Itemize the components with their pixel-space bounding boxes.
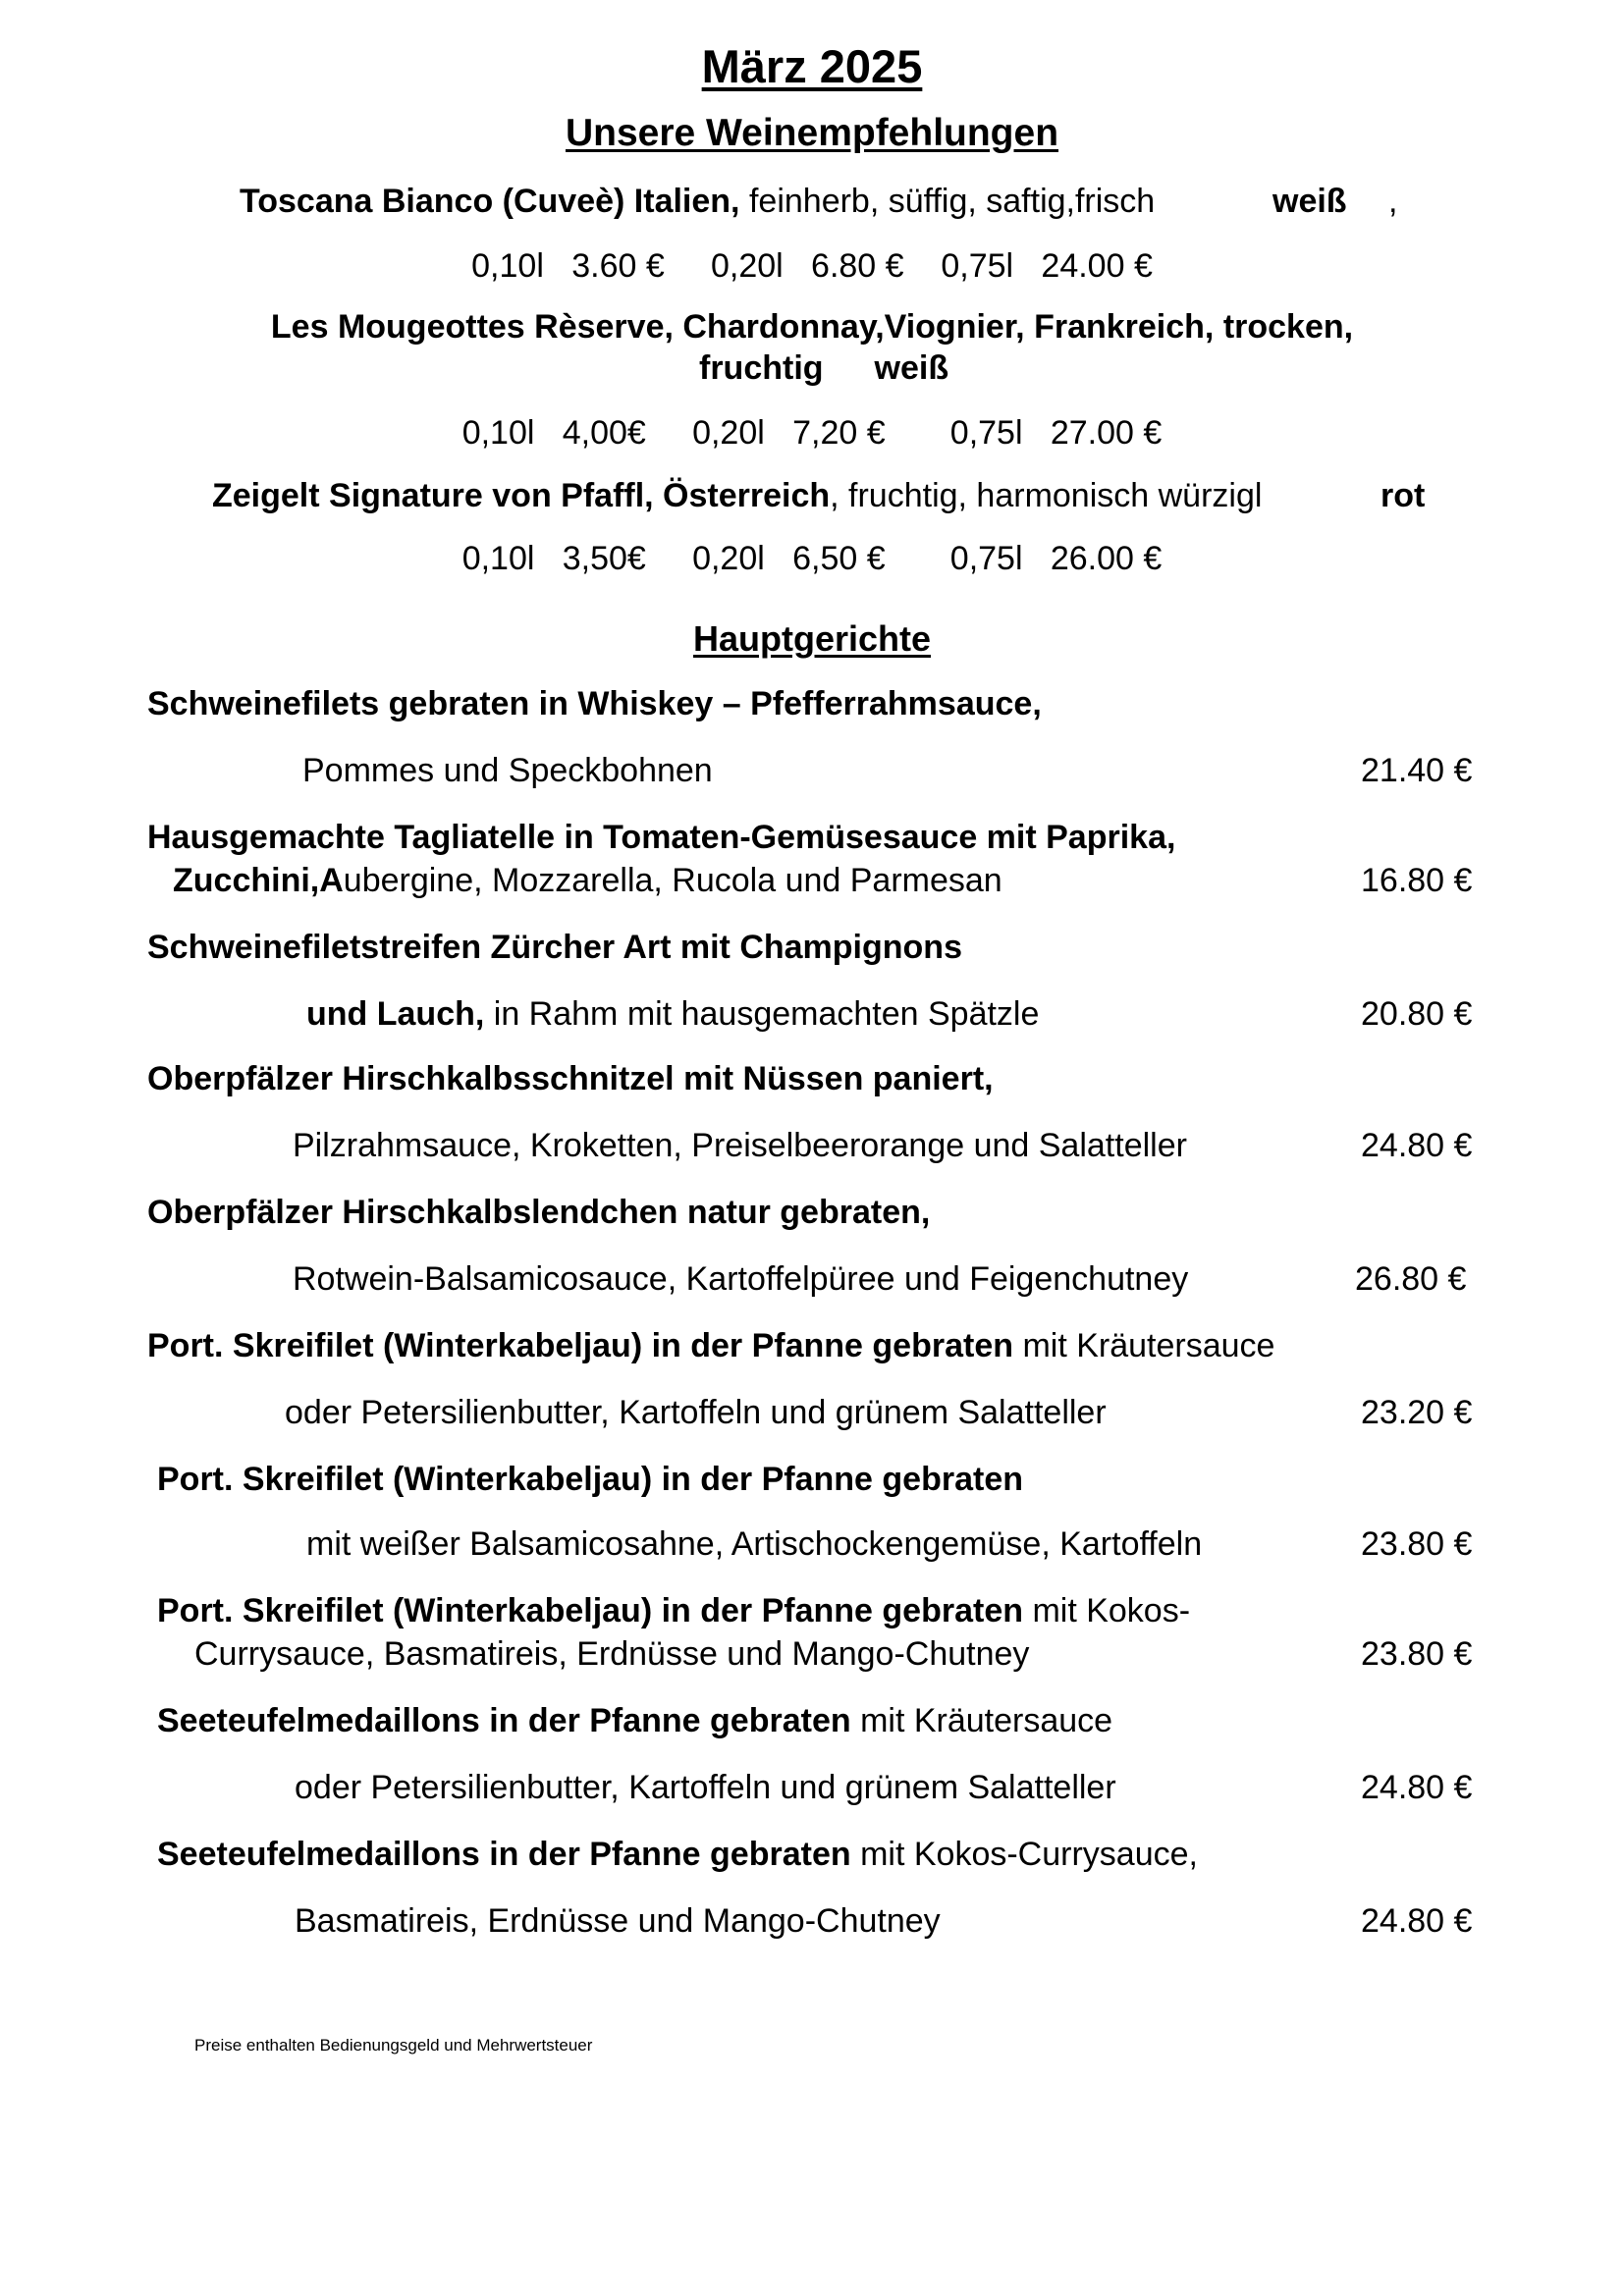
wine-1-description: feinherb, süffig, saftig,frisch [739,183,1156,220]
wine-2-line2 [699,349,948,388]
dish-6-description-a: mit Kräutersauce [1013,1327,1275,1364]
dish-6-line1 [147,1327,1274,1365]
dish-8-line1 [157,1592,1190,1630]
dish-2-title-cont: Zucchini,A [173,862,344,899]
wine-2-name: Les Mougeottes Rèserve, Chardonnay,Viognier, Frankreich, trocken, [270,308,1354,346]
dish-8-price: 23.80 € [1361,1635,1473,1673]
dish-8-description: Currysauce, Basmatireis, Erdnüsse und Mango-Chutney [194,1635,1030,1673]
dish-5-title: Oberpfälzer Hirschkalbslendchen natur gebraten, [147,1194,931,1231]
dish-8-description-a: mit Kokos- [1023,1592,1191,1629]
dish-2-description: ubergine, Mozzarella, Rucola und Parmesan [343,862,1002,899]
dish-4-description: Pilzrahmsauce, Kroketten, Preiselbeerorange und Salatteller [293,1127,1187,1164]
dish-9-description: oder Petersilienbutter, Kartoffeln und grünem Salatteller [295,1769,1116,1806]
dish-10-price: 24.80 € [1361,1902,1473,1940]
dish-3-line2 [306,995,1039,1034]
dish-1-description: Pommes und Speckbohnen [302,752,713,789]
wine-3-line [212,477,1262,515]
wine-3-color: rot [1380,477,1426,514]
price-footnote: Preise enthalten Bedienungsgeld und Mehrwertsteuer [194,2036,593,2055]
dish-5-price: 26.80 € [1355,1260,1467,1298]
wine-1-name: Toscana Bianco (Cuveè) Italien, [240,183,740,220]
wine-1-prices: 0,10l 3.60 € 0,20l 6.80 € 0,75l 24.00 € [471,247,1153,285]
dish-2-price: 16.80 € [1361,862,1473,899]
wine-2-prices: 0,10l 4,00€ 0,20l 7,20 € 0,75l 27.00 € [461,414,1163,452]
page-title: März 2025 [701,40,923,92]
wine-1-line [240,183,1155,221]
dish-10-title: Seeteufelmedaillons in der Pfanne gebraten [157,1836,851,1873]
wine-3-prices: 0,10l 3,50€ 0,20l 6,50 € 0,75l 26.00 € [461,540,1163,577]
dish-4-price: 24.80 € [1361,1127,1473,1164]
dish-3-price: 20.80 € [1361,995,1473,1033]
dish-10-line1 [157,1836,1198,1874]
dish-9-title: Seeteufelmedaillons in der Pfanne gebraten [157,1702,851,1739]
wine-3-description: , fruchtig, harmonisch würzigl [830,477,1263,514]
dish-2-title: Hausgemachte Tagliatelle in Tomaten-Gemüsesauce mit Paprika, [147,819,1176,856]
dish-7-description: mit weißer Balsamicosahne, Artischockengemüse, Kartoffeln [306,1525,1203,1563]
dish-7-title: Port. Skreifilet (Winterkabeljau) in der Pfanne gebraten [157,1461,1023,1498]
dish-1-price: 21.40 € [1361,752,1473,789]
dish-9-line1 [157,1702,1112,1740]
dish-4-title: Oberpfälzer Hirschkalbsschnitzel mit Nüssen paniert, [147,1060,994,1097]
dish-10-description: Basmatireis, Erdnüsse und Mango-Chutney [295,1902,941,1940]
dish-3-title-cont: und Lauch, [306,995,485,1033]
dish-2-line2 [173,862,1002,900]
dish-9-description-a: mit Kräutersauce [850,1702,1113,1739]
dish-1-title: Schweinefilets gebraten in Whiskey – Pfefferrahmsauce, [147,685,1042,722]
wine-2-color: weiß [874,349,949,387]
dish-7-price: 23.80 € [1361,1525,1473,1563]
wine-1-color: weiß [1272,183,1347,220]
wine-2-name-cont: fruchtig [699,349,824,387]
wine-3-name: Zeigelt Signature von Pfaffl, Österreich [212,477,831,514]
dish-6-price: 23.20 € [1361,1394,1473,1431]
dish-6-title: Port. Skreifilet (Winterkabeljau) in der Pfanne gebraten [147,1327,1013,1364]
wine-heading: Unsere Weinempfehlungen [565,112,1059,154]
dish-10-description-a: mit Kokos-Currysauce, [850,1836,1198,1873]
dish-8-title: Port. Skreifilet (Winterkabeljau) in der Pfanne gebraten [157,1592,1023,1629]
mains-heading: Hauptgerichte [692,618,932,659]
dish-9-price: 24.80 € [1361,1769,1473,1806]
dish-5-description: Rotwein-Balsamicosauce, Kartoffelpüree und Feigenchutney [293,1260,1189,1298]
dish-3-title: Schweinefiletstreifen Zürcher Art mit Champignons [147,929,962,966]
dish-6-description: oder Petersilienbutter, Kartoffeln und grünem Salatteller [285,1394,1107,1431]
wine-1-trailing: , [1388,183,1398,220]
dish-3-description: in Rahm mit hausgemachten Spätzle [484,995,1040,1033]
